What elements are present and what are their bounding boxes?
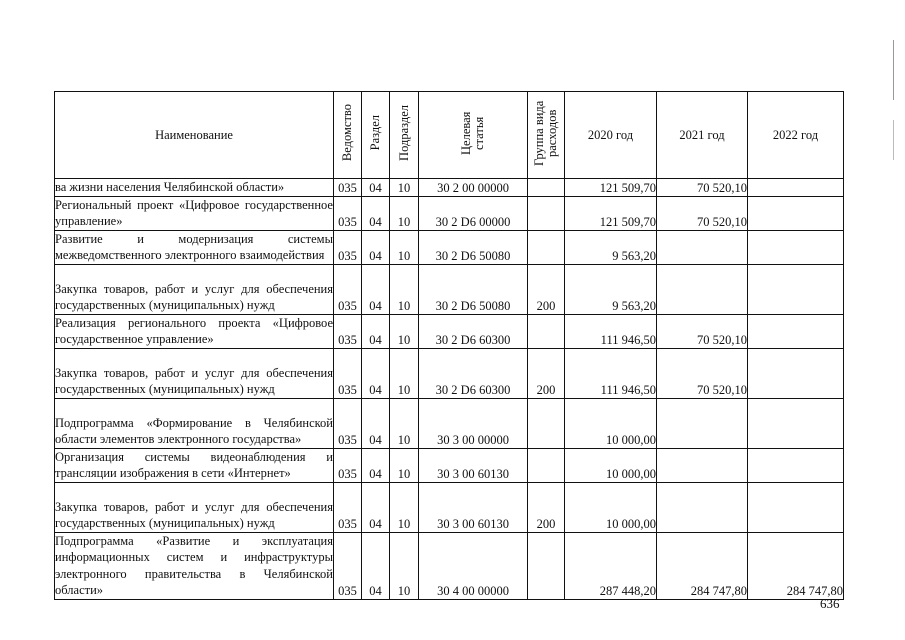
row-2021 [657, 398, 748, 448]
row-2021: 70 520,10 [657, 179, 748, 197]
row-group [528, 448, 565, 482]
row-2021 [657, 264, 748, 314]
row-2022: 284 747,80 [748, 532, 844, 599]
header-2022: 2022 год [748, 92, 844, 179]
row-2022 [748, 264, 844, 314]
row-group [528, 314, 565, 348]
row-target: 30 2 D6 00000 [419, 196, 528, 230]
row-group: 200 [528, 264, 565, 314]
row-2020: 10 000,00 [565, 482, 657, 532]
row-dept: 035 [334, 179, 362, 197]
row-dept: 035 [334, 314, 362, 348]
row-subsection: 10 [390, 348, 419, 398]
row-2021: 70 520,10 [657, 314, 748, 348]
row-group [528, 230, 565, 264]
row-2021 [657, 482, 748, 532]
scan-edge-line [893, 40, 894, 100]
row-section: 04 [362, 532, 390, 599]
row-section: 04 [362, 264, 390, 314]
row-2022 [748, 230, 844, 264]
row-group [528, 196, 565, 230]
header-2021: 2021 год [657, 92, 748, 179]
row-target: 30 3 00 60130 [419, 482, 528, 532]
row-section: 04 [362, 314, 390, 348]
table-row [55, 179, 844, 197]
scan-edge-line [893, 120, 894, 160]
row-name: Закупка товаров, работ и услуг для обеспечения государственных (муниципальных) нужд [55, 348, 334, 398]
row-name: Развитие и модернизация системы межведомственного электронного взаимодействия [55, 231, 333, 262]
header-name: Наименование [55, 92, 334, 179]
row-target: 30 2 00 00000 [419, 179, 528, 197]
row-name: Организация системы видеонаблюдения и трансляции изображения в сети «Интернет» [55, 449, 333, 480]
row-subsection: 10 [390, 448, 419, 482]
row-2020: 287 448,20 [565, 532, 657, 599]
row-dept: 035 [334, 398, 362, 448]
row-2021 [657, 448, 748, 482]
row-section: 04 [362, 348, 390, 398]
row-2022 [748, 196, 844, 230]
row-2020: 9 563,20 [565, 230, 657, 264]
table-row [55, 264, 844, 314]
row-dept: 035 [334, 230, 362, 264]
table-row [55, 482, 844, 532]
table-row [55, 448, 844, 482]
row-name: ва жизни населения Челябинской области» [55, 179, 334, 197]
row-subsection: 10 [390, 230, 419, 264]
row-dept: 035 [334, 482, 362, 532]
page-number: 636 [820, 596, 840, 611]
row-dept: 035 [334, 532, 362, 599]
row-2020: 121 509,70 [565, 179, 657, 197]
table-row [55, 348, 844, 398]
row-target: 30 2 D6 50080 [419, 230, 528, 264]
header-row [55, 92, 844, 179]
row-2020: 111 946,50 [565, 348, 657, 398]
row-group: 200 [528, 482, 565, 532]
row-group: 200 [528, 348, 565, 398]
table-row [55, 230, 844, 264]
row-group [528, 179, 565, 197]
row-section: 04 [362, 196, 390, 230]
row-subsection: 10 [390, 314, 419, 348]
row-2021: 70 520,10 [657, 196, 748, 230]
row-target: 30 4 00 00000 [419, 532, 528, 599]
header-group: Группа вида расходов [528, 92, 565, 179]
row-name: Реализация регионального проекта «Цифровое государственное управление» [55, 315, 333, 346]
row-2022 [748, 314, 844, 348]
row-dept: 035 [334, 196, 362, 230]
row-section: 04 [362, 448, 390, 482]
row-2022 [748, 398, 844, 448]
row-2020: 10 000,00 [565, 448, 657, 482]
row-target: 30 3 00 00000 [419, 398, 528, 448]
row-2020: 121 509,70 [565, 196, 657, 230]
row-subsection: 10 [390, 398, 419, 448]
row-group [528, 532, 565, 599]
row-name: Подпрограмма «Формирование в Челябинской области элементов электронного государства» [55, 398, 334, 448]
row-2021 [657, 230, 748, 264]
row-section: 04 [362, 230, 390, 264]
row-dept: 035 [334, 264, 362, 314]
row-name: Подпрограмма «Развитие и эксплуатация информационных систем и инфраструктуры электронного правительства в Челябинской области» [55, 533, 333, 597]
row-section: 04 [362, 482, 390, 532]
row-subsection: 10 [390, 482, 419, 532]
row-2022 [748, 482, 844, 532]
row-subsection: 10 [390, 532, 419, 599]
table-row [55, 398, 844, 448]
row-section: 04 [362, 179, 390, 197]
row-subsection: 10 [390, 196, 419, 230]
row-2020: 9 563,20 [565, 264, 657, 314]
header-subsection: Подраздел [390, 92, 419, 179]
header-dept: Ведомство [334, 92, 362, 179]
row-dept: 035 [334, 348, 362, 398]
row-2021: 70 520,10 [657, 348, 748, 398]
row-target: 30 2 D6 60300 [419, 314, 528, 348]
row-2022 [748, 179, 844, 197]
row-name: Региональный проект «Цифровое государственное управление» [55, 197, 333, 228]
row-target: 30 3 00 60130 [419, 448, 528, 482]
table-row [55, 532, 844, 599]
row-subsection: 10 [390, 179, 419, 197]
row-target: 30 2 D6 50080 [419, 264, 528, 314]
row-2021: 284 747,80 [657, 532, 748, 599]
header-2020: 2020 год [565, 92, 657, 179]
header-section: Раздел [362, 92, 390, 179]
row-2020: 10 000,00 [565, 398, 657, 448]
row-section: 04 [362, 398, 390, 448]
row-2020: 111 946,50 [565, 314, 657, 348]
table-row [55, 196, 844, 230]
table-row [55, 314, 844, 348]
row-dept: 035 [334, 448, 362, 482]
row-subsection: 10 [390, 264, 419, 314]
row-2022 [748, 448, 844, 482]
row-group [528, 398, 565, 448]
row-name: Закупка товаров, работ и услуг для обеспечения государственных (муниципальных) нужд [55, 482, 334, 532]
row-2022 [748, 348, 844, 398]
row-name: Закупка товаров, работ и услуг для обеспечения государственных (муниципальных) нужд [55, 264, 334, 314]
budget-table [54, 91, 844, 600]
header-target: Целевая статья [419, 92, 528, 179]
row-target: 30 2 D6 60300 [419, 348, 528, 398]
